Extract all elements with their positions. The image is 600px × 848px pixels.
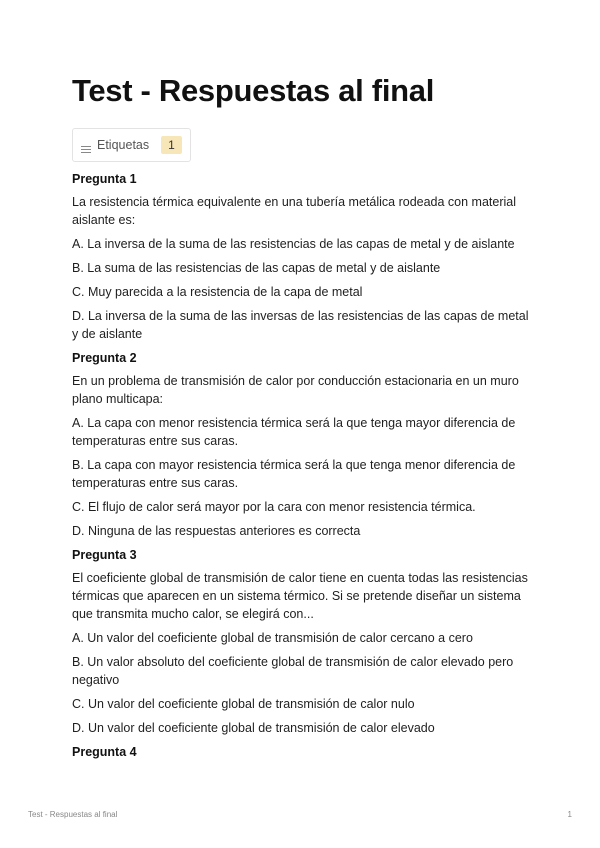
tags-property[interactable] <box>72 128 191 162</box>
page-title: Test - Respuestas al final <box>72 73 435 108</box>
answer-option: B. La capa con mayor resistencia térmica será la que tenga menor diferencia de temperaturas entre sus caras. <box>72 458 516 490</box>
question-heading: Pregunta 3 <box>72 548 137 562</box>
answer-option: B. Un valor absoluto del coeficiente global de transmisión de calor elevado pero negativo <box>72 655 514 687</box>
answer-option: C. El flujo de calor será mayor por la cara con menor resistencia térmica. <box>72 500 476 514</box>
answer-option: C. Un valor del coeficiente global de transmisión de calor nulo <box>72 697 415 711</box>
answer-option: A. Un valor del coeficiente global de transmisión de calor cercano a cero <box>72 631 473 645</box>
question-heading: Pregunta 4 <box>72 745 137 759</box>
questions-list <box>72 170 532 761</box>
answer-option: D. Un valor del coeficiente global de transmisión de calor elevado <box>72 721 435 735</box>
question-heading: Pregunta 1 <box>72 172 137 186</box>
answer-option: C. Muy parecida a la resistencia de la capa de metal <box>72 285 363 299</box>
document-page <box>72 70 532 766</box>
answer-option: B. La suma de las resistencias de las capas de metal y de aislante <box>72 261 441 275</box>
footer-page-number: 1 <box>567 810 572 819</box>
tag-count-badge[interactable]: 1 <box>161 136 182 154</box>
answer-option: D. Ninguna de las respuestas anteriores es correcta <box>72 524 361 538</box>
question-stem: En un problema de transmisión de calor por conducción estacionaria en un muro plano multicapa: <box>72 374 519 406</box>
question-stem: La resistencia térmica equivalente en una tubería metálica rodeada con material aislante es: <box>72 195 517 227</box>
question-heading: Pregunta 2 <box>72 351 137 365</box>
footer-doc-title: Test - Respuestas al final <box>28 810 118 819</box>
tags-label: Etiquetas <box>97 138 150 152</box>
question-stem: El coeficiente global de transmisión de calor tiene en cuenta todas las resistencias térmicas que aparecen en un sistema térmico. Si se pretende diseñar un sistema que transmita mucho calor, se elegirá con... <box>72 571 528 621</box>
answer-option: D. La inversa de la suma de las inversas de las resistencias de las capas de metal y de aislante <box>72 309 529 341</box>
answer-option: A. La capa con menor resistencia térmica será la que tenga mayor diferencia de temperaturas entre sus caras. <box>72 416 516 448</box>
list-icon <box>81 141 91 150</box>
answer-option: A. La inversa de la suma de las resistencias de las capas de metal y de aislante <box>72 237 515 251</box>
